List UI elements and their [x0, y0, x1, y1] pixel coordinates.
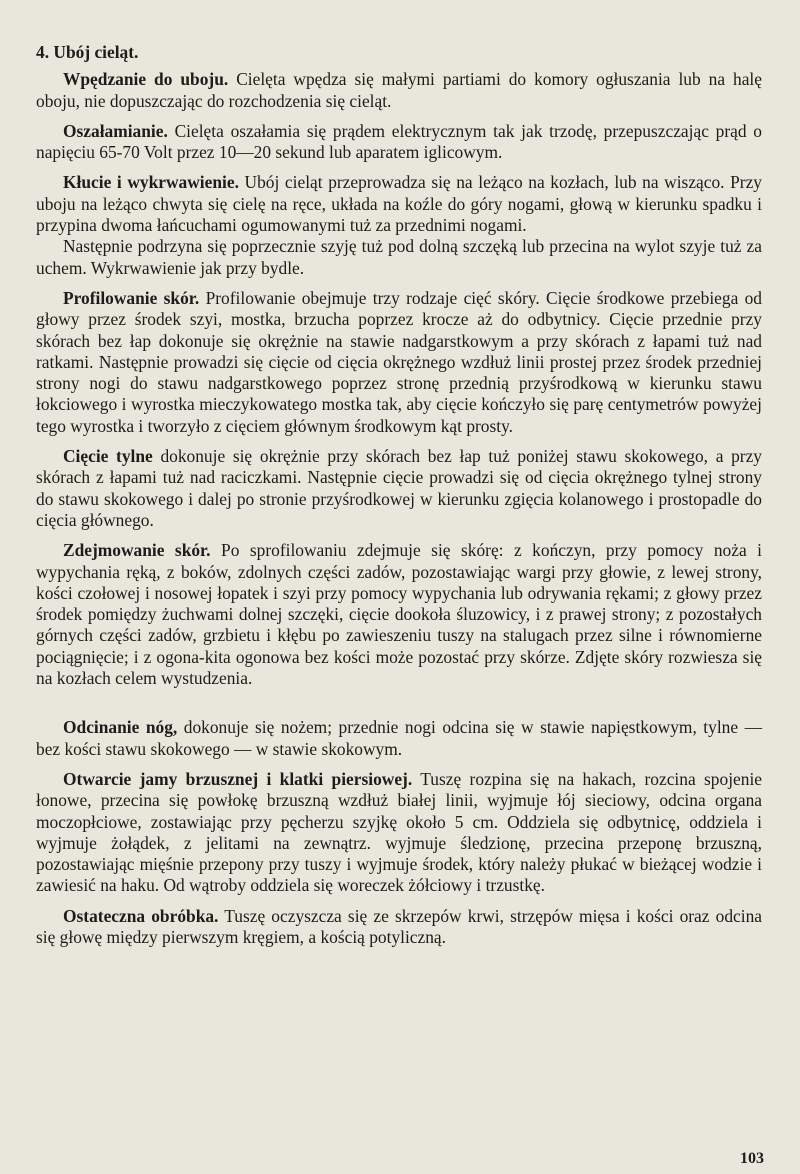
- paragraph-term: Cięcie tylne: [63, 446, 153, 467]
- paragraph-podrzynanie: [36, 236, 762, 279]
- paragraph-term: Oszałamianie.: [63, 120, 168, 141]
- paragraph-term: Odcinanie nóg,: [63, 717, 178, 738]
- paragraph-term: Wpędzanie do uboju.: [63, 69, 229, 90]
- paragraph-obrobka: [36, 906, 762, 949]
- paragraph-text: Profilowanie obejmuje trzy rodzaje cięć skóry. Cięcie środkowe przebiega od głowy przez środek szyi, mostka, brzucha poprzez krocze aż do odbytnicy. Cięcie przednie przy skórach bez łap dokonuje się okrężnie na stawie nadgarstkowym a przy skórach z łapami tuż nad ratkami. Następnie prowadzi się cięcie od cięcia okrężnego wzdłuż linii prostej przez środek przedniej strony nogi do stawu nadgarstkowego poprzez stronę przednią przyśrodkową w kierunku stawu łokciowego i wyrostka mieczykowatego mostka tak, aby cięcie kończyło się parę centymetrów powyżej tego wyrostka i tworzyło z cięciem głównym środkowym kąt prosty.: [36, 287, 762, 436]
- paragraph-term: Zdejmowanie skór.: [63, 540, 211, 561]
- page-number: 103: [740, 1150, 764, 1167]
- paragraph-otwarcie: [36, 769, 762, 897]
- paragraph-text: Następnie podrzyna się poprzecznie szyję tuż pod dolną szczęką lub przecina na wylot szyje tuż za uchem. Wykrwawienie jak przy bydle.: [36, 236, 762, 278]
- paragraph-term: Profilowanie skór.: [63, 287, 200, 308]
- paragraph-klucie: [36, 172, 762, 236]
- section-title: 4. Ubój cieląt.: [36, 42, 139, 62]
- paragraph-text: Tuszę rozpina się na hakach, rozcina spojenie łonowe, przecina się powłokę brzuszną wzdłuż białej linii, wyjmuje łój sieciowy, odcina organa moczopłciowe, zostawiając przy pęcherzu szyjkę około 5 cm. Oddziela się odbytnicę, oddziela i wyjmuje żołądek, z jelitami na zewnątrz. wyjmuje śledzionę, przecina przeponę brzuszną, pozostawiając mięśnie przepony przy tuszy i wyjmuje środek, który należy płukać w bieżącej wodzie i zawiesić na haku. Od wątroby oddziela się woreczek żółciowy i trzustkę.: [36, 768, 762, 896]
- paragraph-wpedzanie: [36, 69, 762, 112]
- paragraph-term: Ostateczna obróbka.: [63, 905, 219, 926]
- paragraph-profilowanie: [36, 288, 762, 437]
- paragraph-text: Po sprofilowaniu zdejmuje się skórę: z kończyn, przy pomocy noża i wypychania ręką, z boków, zdolnych części zadów, pozostawiając wargi przy głowie, z lewej strony, kości czołowej i nosowej łopatek i szyi przy pomocy wypychania lub odrywania rękami; z głowy przez środek pomiędzy żuchwami dolnej szczęki, cięcie dookoła śluzowicy, i z prawej strony; z pozostałych górnych części zadów, grzbietu i kłębu po zawieszeniu tuszy na stalugach przez silne i równomierne pociągnięcie; i z ogona-kita ogonowa bez kości może pozostać przy skórze. Zdjęte skóry rozwiesza się na kozłach celem wystudzenia.: [36, 540, 762, 689]
- paragraph-ciecie-tylne: [36, 446, 762, 531]
- paragraph-odcinanie: [36, 717, 762, 760]
- paragraph-text: Tuszę oczyszcza się ze skrzepów krwi, strzępów mięsa i kości oraz odcina się głowę między pierwszym kręgiem, a kością potyliczną.: [36, 905, 762, 947]
- paragraph-term: Otwarcie jamy brzusznej i klatki piersiowej.: [63, 768, 413, 789]
- paragraph-term: Kłucie i wykrwawienie.: [63, 172, 239, 193]
- paragraph-text: Cielęta wpędza się małymi partiami do komory ogłuszania lub na halę oboju, nie dopuszczając do rozchodzenia się cieląt.: [36, 69, 762, 111]
- paragraph-text: Cielęta oszałamia się prądem elektrycznym tak jak trzodę, przepuszczając prąd o napięciu 65-70 Volt przez 10—20 sekund lub aparatem iglicowym.: [36, 120, 762, 163]
- paragraph-text: dokonuje się nożem; przednie nogi odcina się w stawie napięstkowym, tylne — bez kości stawu skokowego — w stawie skokowym.: [36, 717, 762, 759]
- paragraph-text: Ubój cieląt przeprowadza się na leżąco na kozłach, lub na wisząco. Przy uboju na leżąco chwyta się cielę na ręce, układa na koźle do góry nogami, głową w kierunku spadku i przypina dwoma łańcuchami ogumowanymi tuż za przednimi nogami.: [36, 172, 763, 236]
- paragraph-zdejmowanie: [36, 540, 762, 689]
- paragraph-text: dokonuje się okrężnie przy skórach bez łap tuż poniżej stawu skokowego, a przy skórach z łapami tuż nad raciczkami. Następnie cięcie prowadzi się od cięcia okrężnego tylnej strony do stawu skokowego i dalej po stronie przyśrodkowej w kierunku zgięcia kolanowego i prostopadle do cięcia głównego.: [36, 446, 762, 530]
- paragraph-oszalamianie: [36, 121, 762, 164]
